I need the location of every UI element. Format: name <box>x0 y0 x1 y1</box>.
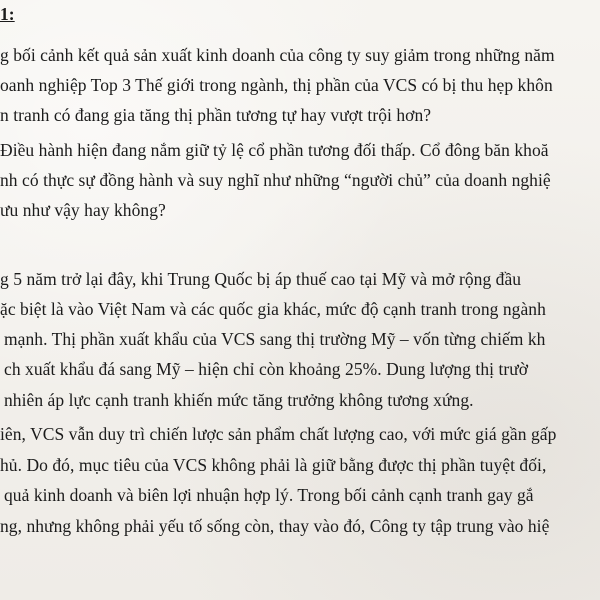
question-2-line-1: Điều hành hiện đang nắm giữ tỷ lệ cổ phần tương đối thấp. Cổ đông băn khoă <box>0 140 549 160</box>
answer-1-line-1: g 5 năm trở lại đây, khi Trung Quốc bị áp thuế cao tại Mỹ và mở rộng đầu <box>0 269 522 289</box>
answer-1-line-3: mạnh. Thị phần xuất khẩu của VCS sang thị trường Mỹ – vốn từng chiếm kh <box>4 329 546 349</box>
answer-2-line-4: ng, nhưng không phải yếu tố sống còn, thay vào đó, Công ty tập trung vào hiệ <box>0 516 550 536</box>
question-1-line-3: n tranh có đang gia tăng thị phần tương tự hay vượt trội hơn? <box>0 105 432 125</box>
answer-1-line-5: nhiên áp lực cạnh tranh khiến mức tăng trưởng không tương xứng. <box>4 390 474 410</box>
question-2-line-3: ưu như vậy hay không? <box>0 200 166 220</box>
answer-2-line-3: quả kinh doanh và biên lợi nhuận hợp lý. Trong bối cảnh cạnh tranh gay gắ <box>4 485 534 505</box>
question-1-line-1: g bối cảnh kết quả sản xuất kinh doanh của công ty suy giảm trong những năm <box>0 45 555 65</box>
answer-2-line-1: iên, VCS vẫn duy trì chiến lược sản phẩm chất lượng cao, với mức giá gần gấp <box>0 424 557 444</box>
answer-1-line-4: ch xuất khẩu đá sang Mỹ – hiện chỉ còn khoảng 25%. Dung lượng thị trườ <box>4 359 529 379</box>
section-heading: 1: <box>0 4 15 24</box>
question-1-line-2: oanh nghiệp Top 3 Thế giới trong ngành, thị phần của VCS có bị thu hẹp khôn <box>0 75 553 95</box>
answer-2-line-2: hủ. Do đó, mục tiêu của VCS không phải là giữ bằng được thị phần tuyệt đối, <box>0 455 547 475</box>
answer-1-line-2: ặc biệt là vào Việt Nam và các quốc gia khác, mức độ cạnh tranh trong ngành <box>0 299 546 319</box>
question-2-line-2: nh có thực sự đồng hành và suy nghĩ như những “người chủ” của doanh nghiệ <box>0 170 551 190</box>
